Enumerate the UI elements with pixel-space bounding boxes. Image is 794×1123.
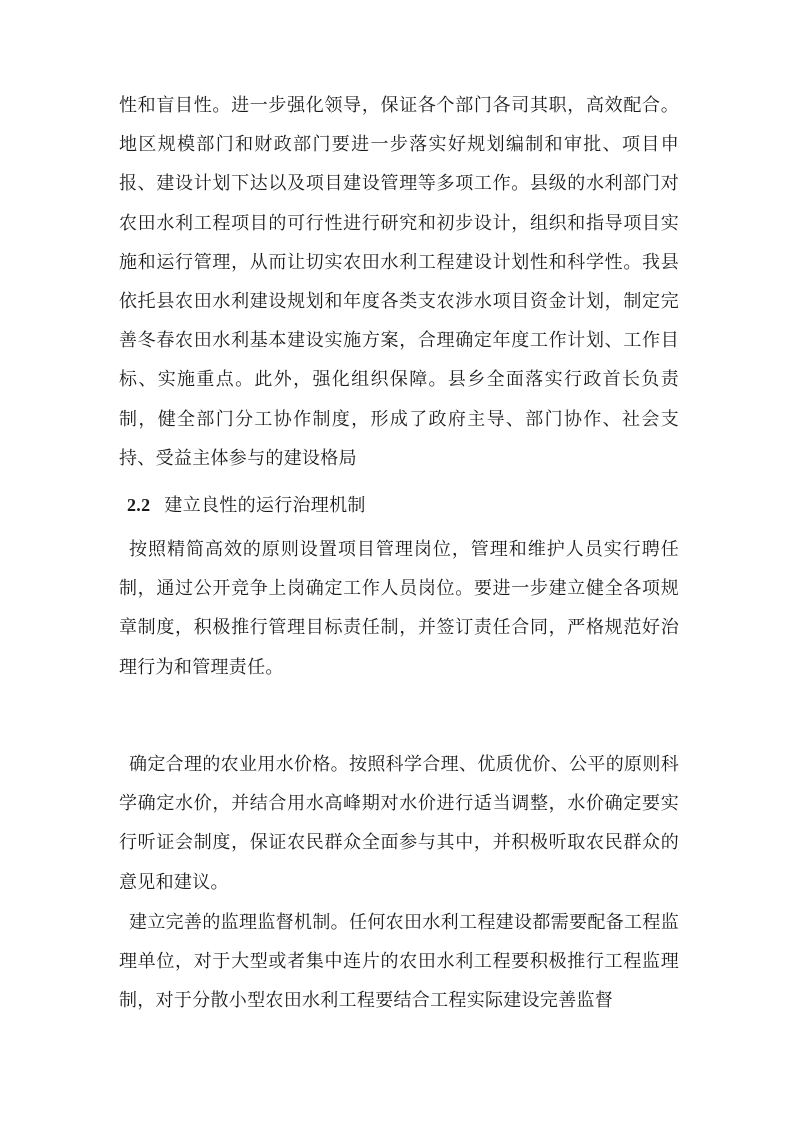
section-title: 建立良性的运行治理机制 xyxy=(164,495,366,516)
section-number: 2.2 xyxy=(127,495,151,515)
body-paragraph: 性和盲目性。进一步强化领导，保证各个部门各司其职，高效配合。地区规模部门和财政部门要进一步落实好规划编制和审批、项目申报、建设计划下达以及项目建设管理等多项工作。县级的水利部门对农田水利工程项目的可行性进行研究和初步设计，组织和指导项目实施和运行管理，从而让切实农田水利工程建设计划性和科学性。我县依托县农田水利建设规划和年度各类支农涉水项目资金计划，制定完善冬春农田水利基本建设实施方案，合理确定年度工作计划、工作目标、实施重点。此外，强化组织保障。县乡全面落实行政首长负责制，健全部门分工协作制度，形成了政府主导、部门协作、社会支持、受益主体参与的建设格局 xyxy=(119,95,679,469)
body-paragraph: 按照精简高效的原则设置项目管理岗位，管理和维护人员实行聘任制，通过公开竞争上岗确定工作人员岗位。要进一步建立健全各项规章制度，积极推行管理目标责任制，并签订责任合同，严格规范好治理行为和管理责任。 xyxy=(119,539,679,678)
body-paragraph: 建立完善的监理监督机制。任何农田水利工程建设都需要配备工程监理单位，对于大型或者集中连片的农田水利工程要积极推行工程监理制，对于分散小型农田水利工程要结合工程实际建设完善监督 xyxy=(119,912,679,1012)
section-heading xyxy=(127,486,366,525)
body-paragraph: 确定合理的农业用水价格。按照科学合理、优质优价、公平的原则科学确定水价，并结合用水高峰期对水价进行适当调整，水价确定要实行听证会制度，保证农民群众全面参与其中，并积极听取农民群众的意见和建议。 xyxy=(119,754,679,893)
